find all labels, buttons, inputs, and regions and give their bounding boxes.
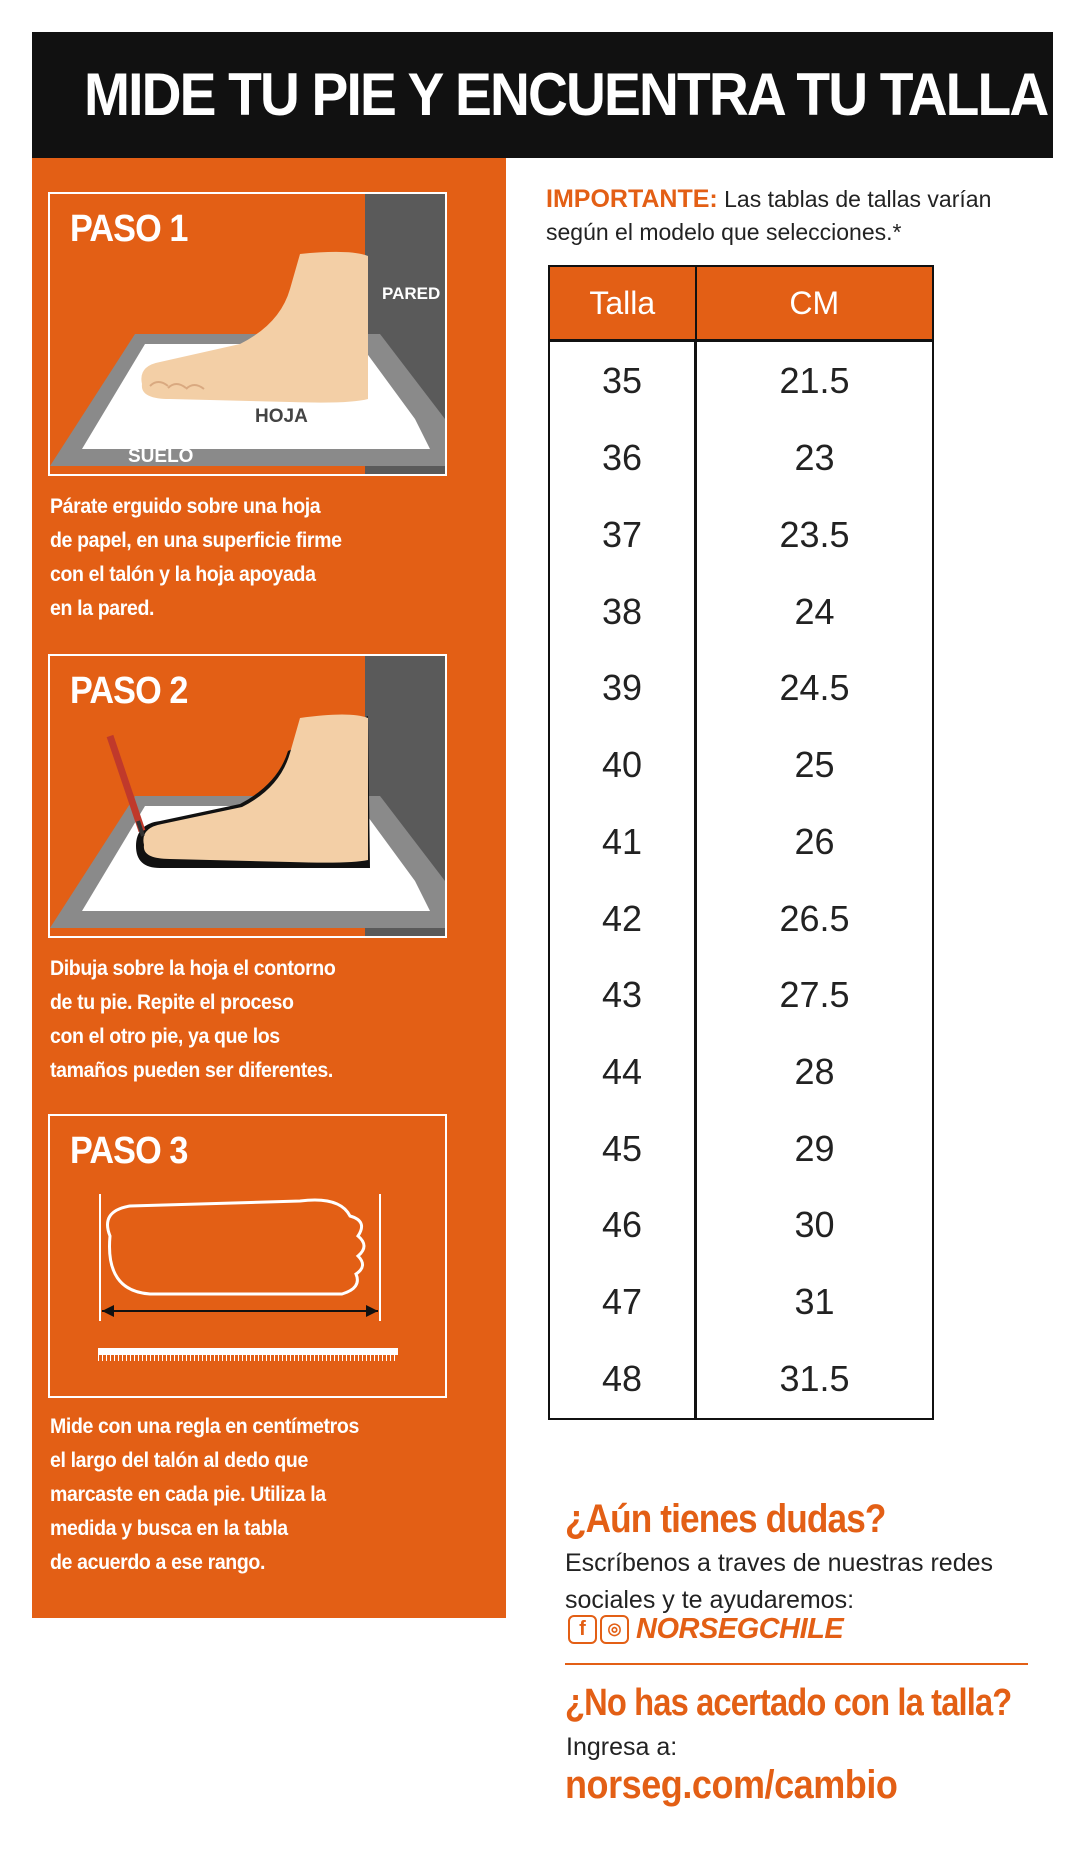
table-row	[549, 880, 933, 957]
size-cell: 48	[549, 1340, 696, 1419]
cm-cell: 27.5	[779, 974, 850, 1016]
ingresa-label: Ingresa a:	[566, 1733, 678, 1761]
table-row	[549, 1340, 933, 1419]
cm-cell: 28	[794, 1050, 835, 1092]
foot-shape	[143, 715, 368, 863]
floor-label: SUELO	[128, 446, 194, 467]
foot-outline	[108, 1200, 365, 1294]
sheet-label: HOJA	[255, 406, 308, 427]
step3-panel	[48, 1114, 447, 1398]
cm-cell: 24.5	[779, 667, 850, 709]
instagram-icon[interactable]: ◎	[600, 1615, 629, 1644]
table-row	[549, 573, 933, 650]
step3-description: Mide con una regla en centímetros el largo del talón al dedo que marcaste en cada pie. Utiliza la medida y busca en la tabla de acuerdo a ese rango.	[50, 1415, 359, 1574]
cm-cell: 31.5	[779, 1358, 850, 1400]
table-row	[549, 1187, 933, 1264]
cm-cell: 21.5	[779, 359, 850, 401]
step1-panel	[48, 192, 447, 476]
column-header-talla: Talla	[549, 266, 696, 341]
cm-cell: 24	[794, 590, 835, 632]
cm-cell: 31	[794, 1281, 835, 1323]
important-note	[546, 183, 1026, 249]
divider	[565, 1663, 1028, 1665]
size-cell: 35	[549, 341, 696, 420]
size-cell: 43	[549, 957, 696, 1034]
step2-description: Dibuja sobre la hoja el contorno de tu pie. Repite el proceso con el otro pie, ya que los tamaños pueden ser diferentes.	[50, 957, 336, 1082]
table-row	[549, 957, 933, 1034]
size-cell: 46	[549, 1187, 696, 1264]
table-row	[549, 1034, 933, 1111]
wall-label: PARED	[382, 284, 441, 303]
table-row	[549, 497, 933, 574]
cm-cell: 30	[794, 1204, 835, 1246]
size-cell: 44	[549, 1034, 696, 1111]
table-row	[549, 727, 933, 804]
size-cell: 39	[549, 650, 696, 727]
size-cell: 42	[549, 880, 696, 957]
step2-panel	[48, 654, 447, 938]
table-row	[549, 803, 933, 880]
cm-cell: 26.5	[779, 897, 850, 939]
size-cell: 41	[549, 803, 696, 880]
social-handle[interactable]: NORSEGCHILE	[636, 1613, 844, 1645]
table-row	[549, 420, 933, 497]
size-cell: 45	[549, 1110, 696, 1187]
important-text: Las tablas de tallas varían según el modelo que selecciones.*	[546, 186, 992, 245]
important-label: IMPORTANTE:	[546, 185, 718, 213]
doubts-heading: ¿Aún tienes dudas?	[565, 1497, 886, 1541]
step1-title: PASO 1	[70, 208, 188, 250]
cm-cell: 23	[794, 437, 835, 479]
exchange-link[interactable]: norseg.com/cambio	[565, 1763, 898, 1807]
wrong-size-heading: ¿No has acertado con la talla?	[565, 1682, 1012, 1724]
table-header-row	[549, 266, 933, 341]
table-row	[549, 1110, 933, 1187]
table-row	[549, 1264, 933, 1341]
cm-cell: 25	[794, 744, 835, 786]
step3-title: PASO 3	[70, 1130, 188, 1172]
step1-description: Párate erguido sobre una hoja de papel, en una superficie firme con el talón y la hoja apoyada en la pared.	[50, 495, 342, 620]
ruler-icon	[98, 1348, 398, 1355]
cm-cell: 29	[794, 1127, 835, 1169]
foot-shape	[141, 252, 368, 403]
social-links	[568, 1613, 843, 1647]
page-title: MIDE TU PIE Y ENCUENTRA TU TALLA	[84, 61, 1048, 128]
size-cell: 37	[549, 497, 696, 574]
size-cell: 38	[549, 573, 696, 650]
size-cell: 40	[549, 727, 696, 804]
cm-cell: 26	[794, 820, 835, 862]
facebook-icon[interactable]: f	[568, 1615, 597, 1644]
doubts-text: Escríbenos a traves de nuestras redes sociales y te ayudaremos:	[565, 1549, 994, 1614]
table-row	[549, 341, 933, 420]
header-banner	[32, 32, 1053, 158]
table-row	[549, 650, 933, 727]
step2-title: PASO 2	[70, 670, 188, 712]
cm-cell: 23.5	[779, 513, 850, 555]
size-cell: 36	[549, 420, 696, 497]
column-header-cm: CM	[696, 266, 934, 341]
size-table	[548, 265, 934, 1420]
size-cell: 47	[549, 1264, 696, 1341]
